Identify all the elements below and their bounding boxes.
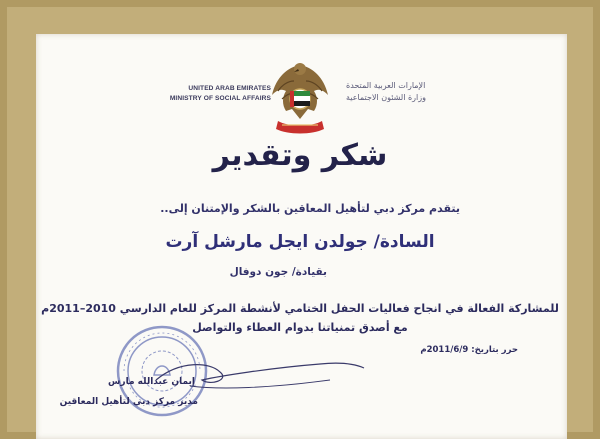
org-name-en-line1: UNITED ARAB EMIRATES xyxy=(188,85,271,92)
recipient-name: السادة/ جولدن ايجل مارشل آرت xyxy=(165,232,435,252)
signatory-title: مدير مركز دبي لتأهيل المعاقين xyxy=(59,397,198,407)
body-text-line2: مع أصدق تمنياتنا بدوام العطاء والتواصل xyxy=(192,321,408,334)
intro-text: يتقدم مركز دبي لتأهيل المعاقين بالشكر والإمتنان إلى.. xyxy=(160,202,460,215)
org-name-en-line2: MINISTRY OF SOCIAL AFFAIRS xyxy=(169,95,271,102)
issue-date: حرر بتاريخ: 2011/6/9م xyxy=(420,345,518,355)
body-text-line1: للمشاركة الفعالة في انجاح فعاليات الحفل الختامي لأنشطة المركز للعام الدارسي 2010–2011م xyxy=(41,302,559,315)
leader-name: بقيادة/ جون دوفال xyxy=(229,266,327,278)
certificate-title: شكر وتقدير xyxy=(212,138,388,173)
signature-icon xyxy=(150,350,370,400)
uae-falcon-emblem-icon xyxy=(268,55,332,135)
org-name-ar-line1: الإمارات العربية المتحدة xyxy=(346,81,426,90)
org-name-ar-line2: وزارة الشئون الاجتماعية xyxy=(346,93,426,102)
signatory-name: إيمان عبدالله مارس xyxy=(108,377,195,387)
